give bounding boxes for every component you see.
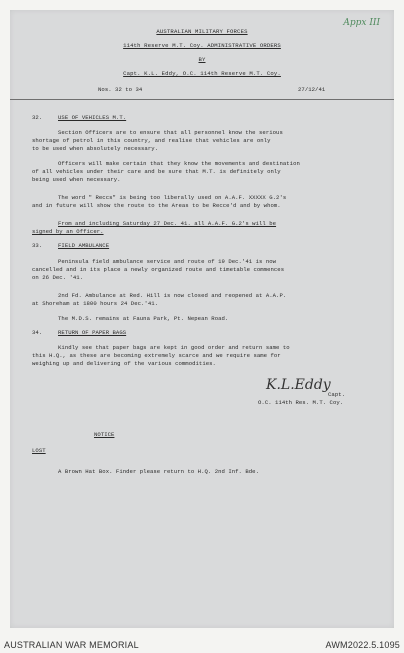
document-sheet [10,10,394,628]
footer-institution: AUSTRALIAN WAR MEMORIAL [4,640,139,650]
s33-p3: The M.D.S. remains at Fauna Park, Pt. Nepean Road. [58,315,229,322]
s32-p3-l2: and in future will show the route to the Areas to be Recce'd and by whom. [32,202,281,209]
s33-p1-l1: Peninsula field ambulance service and route of 19 Dec.'41 is now [58,258,277,265]
lost-label: LOST [32,447,46,454]
s33-p1-l3: on 26 Dec. '41. [32,274,84,281]
section-34-title: RETURN OF PAPER BAGS [58,329,127,336]
handwritten-signature: K.L.Eddy [266,377,331,393]
section-32-title: USE OF VEHICLES M.T. [58,114,127,121]
s32-p4-l1: From and including Saturday 27 Dec. 41. all A.A.F. G.2's will be [58,220,277,227]
s32-p1-l3: to be used when absolutely necessary. [32,145,159,152]
s32-p2-l2: of all vehicles under their care and be sure that M.T. is definitely only [32,168,281,175]
signature-title: O.C. 114th Res. M.T. Coy. [258,399,344,406]
footer-accession-number: AWM2022.5.1095 [325,640,400,650]
header-line-2: 114th Reserve M.T. Coy. ADMINISTRATIVE ORDERS [123,42,281,49]
section-33-number: 33. [32,242,43,249]
s34-p1-l3: weighing up and delivering of the various commodities. [32,360,216,367]
header-rule [10,99,394,100]
handwritten-annotation: Appx III [343,18,380,28]
s32-p4-l2: signed by an Officer. [32,228,104,235]
s33-p2-l2: at Shoreham at 1800 hours 24 Dec.'41. [32,300,159,307]
lost-text: A Brown Hat Box. Finder please return to H.Q. 2nd Inf. Bde. [58,468,260,475]
s32-p2-l3: being used when necessary. [32,176,121,183]
s34-p1-l2: this H.Q., as these are becoming extremely scarce and we require same for [32,352,281,359]
section-32-number: 32. [32,114,43,121]
section-34-number: 34. [32,329,43,336]
s34-p1-l1: Kindly see that paper bags are kept in good order and return same to [58,344,290,351]
s33-p2-l1: 2nd Fd. Ambulance at Red. Hill is now closed and reopened at A.A.P. [58,292,287,299]
section-33-title: FIELD AMBULANCE [58,242,110,249]
s32-p2-l1: Officers will make certain that they know the movements and destination [58,160,300,167]
order-date: 27/12/41 [298,86,326,93]
notice-heading: NOTICE [94,431,115,438]
s32-p3-l1: The word " Reccs" is being too liberally used on A.A.F. XXXXX G.2's [58,194,287,201]
s32-p1-l1: Section Officers are to ensure that all personnel know the serious [58,129,283,136]
s33-p1-l2: cancelled and in its place a newly organized route and timetable commences [32,266,285,273]
s32-p1-l2: shortage of petrol in this country, and realise that vehicles are only [32,137,271,144]
header-line-3: BY [198,56,206,63]
header-line-1: AUSTRALIAN MILITARY FORCES [156,28,248,35]
order-numbers: Nos. 32 to 34 [98,86,143,93]
header-line-4: Capt. K.L. Eddy, O.C. 114th Reserve M.T. Coy. [123,70,281,77]
signature-rank: Capt. [328,391,346,398]
